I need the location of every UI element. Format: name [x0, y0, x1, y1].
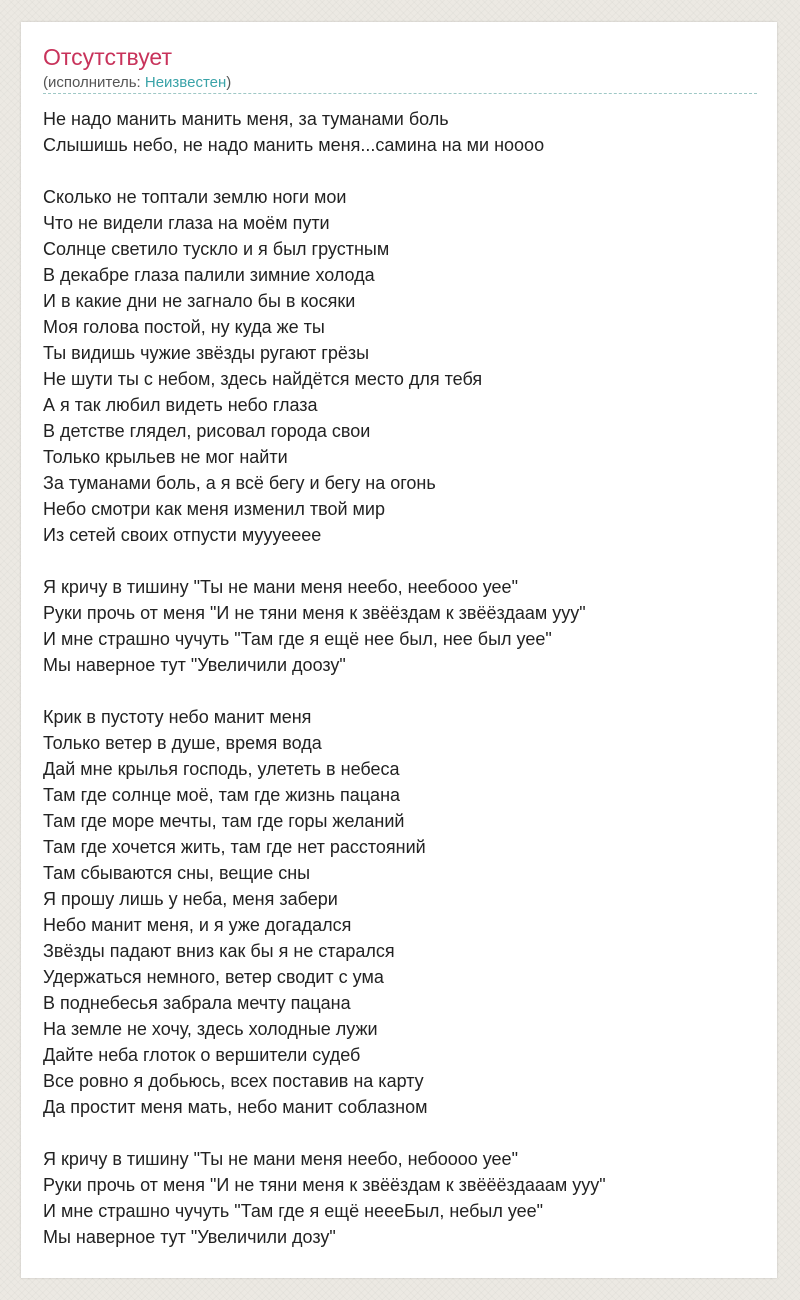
lyrics-line: Солнце светило тускло и я был грустным: [43, 239, 390, 259]
lyrics-line: Руки прочь от меня "И не тяни меня к звёёздам к звёёёздааам ууу": [43, 1175, 606, 1195]
lyrics-line: Там сбываются сны, вещие сны: [43, 863, 311, 883]
lyrics-text: [43, 106, 757, 1250]
lyrics-line: Крик в пустоту небо манит меня: [43, 707, 312, 727]
performer-link[interactable]: Неизвестен: [144, 74, 227, 91]
lyrics-line: Сколько не топтали землю ноги мои: [43, 187, 347, 207]
lyrics-line: За туманами боль, а я всё бегу и бегу на огонь: [43, 473, 436, 493]
lyrics-line: Я кричу в тишину "Ты не мани меня неебо, небоооо уее": [43, 1149, 518, 1169]
lyrics-line: Там где солнце моё, там где жизнь пацана: [43, 785, 401, 805]
lyrics-line: Звёзды падают вниз как бы я не старался: [43, 941, 395, 961]
lyrics-line: Руки прочь от меня "И не тяни меня к звёёздам к звёёздаам ууу": [43, 603, 586, 623]
lyrics-line: Все ровно я добьюсь, всех поставив на карту: [43, 1071, 424, 1091]
performer-line: [43, 73, 757, 94]
song-title: Отсутствует: [43, 44, 172, 70]
lyrics-line: Небо смотри как меня изменил твой мир: [43, 499, 385, 519]
lyrics-line: Небо манит меня, и я уже догадался: [43, 915, 352, 935]
lyrics-line: Мы наверное тут "Увеличили дозу": [43, 1227, 336, 1247]
lyrics-line: Только крыльев не мог найти: [43, 447, 288, 467]
lyrics-line: Слышишь небо, не надо манить меня...самина на ми нoooo: [43, 135, 545, 155]
lyrics-line: В детстве глядел, рисовал города свои: [43, 421, 371, 441]
lyrics-blank-line: [43, 1120, 757, 1146]
lyrics-line: И мне страшно чучуть "Там где я ещё нее был, нее был уее": [43, 629, 552, 649]
lyrics-line: Что не видели глаза на моём пути: [43, 213, 330, 233]
lyrics-line: Ты видишь чужие звёзды ругают грёзы: [43, 343, 370, 363]
lyrics-line: Я прошу лишь у неба, меня забери: [43, 889, 338, 909]
lyrics-blank-line: [43, 678, 757, 704]
lyrics-line: В поднебесья забрала мечту пацана: [43, 993, 351, 1013]
lyrics-line: Не шути ты с небом, здесь найдётся место для тебя: [43, 369, 483, 389]
lyrics-line: Мы наверное тут "Увеличили доозу": [43, 655, 346, 675]
lyrics-line: Да простит меня мать, небо манит соблазном: [43, 1097, 428, 1117]
lyrics-line: Я кричу в тишину "Ты не мани меня неебо, неебооо уее": [43, 577, 518, 597]
lyrics-line: Из сетей своих отпусти муууееее: [43, 525, 322, 545]
lyrics-line: И мне страшно чучуть "Там где я ещё неееБыл, небыл уее": [43, 1201, 544, 1221]
lyrics-line: Там где море мечты, там где горы желаний: [43, 811, 405, 831]
lyrics-line: На земле не хочу, здесь холодные лужи: [43, 1019, 378, 1039]
lyrics-blank-line: [43, 548, 757, 574]
lyrics-line: Только ветер в душе, время вода: [43, 733, 322, 753]
lyrics-card: [21, 22, 777, 1278]
performer-suffix: ): [226, 74, 232, 91]
lyrics-line: Дай мне крылья господь, улететь в небеса: [43, 759, 400, 779]
lyrics-line: Дайте неба глоток о вершители судеб: [43, 1045, 361, 1065]
lyrics-line: Там где хочется жить, там где нет расстояний: [43, 837, 426, 857]
lyrics-blank-line: [43, 158, 757, 184]
lyrics-line: Не надо манить манить меня, за туманами боль: [43, 109, 449, 129]
lyrics-line: И в какие дни не загнало бы в косяки: [43, 291, 356, 311]
lyrics-line: В декабре глаза палили зимние холода: [43, 265, 375, 285]
lyrics-line: А я так любил видеть небо глаза: [43, 395, 318, 415]
lyrics-line: Удержаться немного, ветер сводит с ума: [43, 967, 384, 987]
lyrics-line: Моя голова постой, ну куда же ты: [43, 317, 325, 337]
performer-prefix: (исполнитель:: [43, 74, 145, 91]
